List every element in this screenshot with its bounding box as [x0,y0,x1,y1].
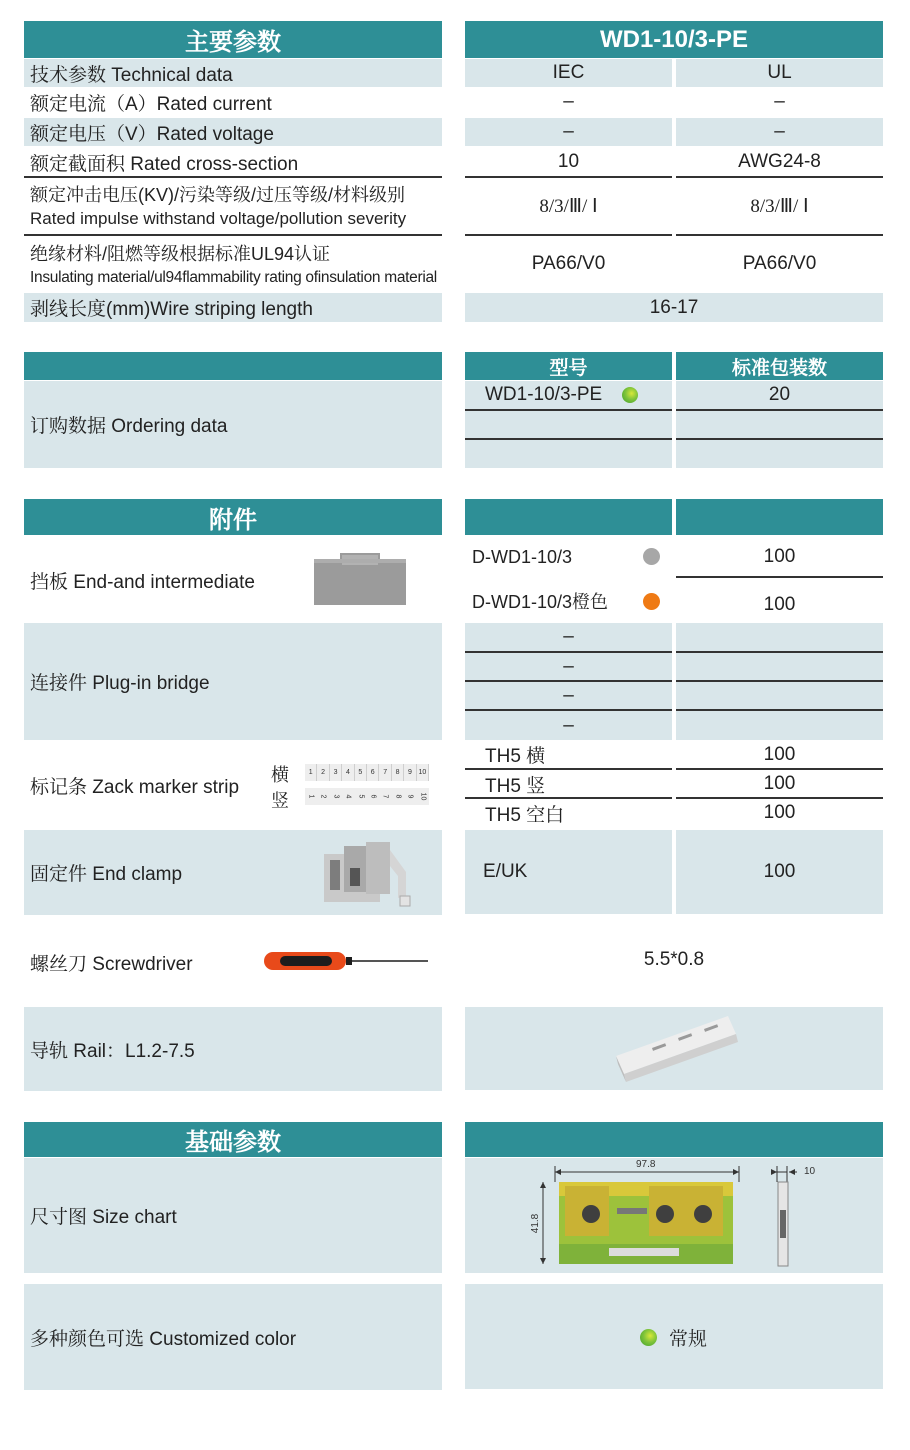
end-plate-row-1-model [465,540,672,574]
bridge-label: 连接件 Plug-in bridge [24,623,442,740]
bridge-row: – [465,653,672,680]
divider [465,176,672,178]
ordering-empty-row [676,440,883,468]
row-impulse-voltage-en: Rated impulse withstand voltage/pollution severity [30,209,407,228]
marker-row-3-pack: 100 [763,801,796,823]
ordering-model: WD1-10/3-PE [485,384,603,405]
yellow-green-color-dot-icon [622,387,638,403]
marker-number: 4 [342,764,354,781]
ordering-col-model: 型号 [465,352,672,380]
accessories-header-pack [676,499,883,535]
end-plate-row-2-pack: 100 [763,594,796,615]
ordering-label: 订购数据 Ordering data [24,381,442,468]
row-insulating-ul: PA66/V0 [742,253,817,274]
marker-number: 9 [404,764,416,781]
row-insulating-cn: 绝缘材料/阻燃等级根据标准UL94认证 [30,244,331,264]
marker-number: 5 [355,764,367,781]
marker-number: 7 [382,794,390,799]
marker-label: 标记条 Zack marker strip [30,776,240,798]
marker-number: 8 [392,764,404,781]
row-rated-voltage-iec: – [465,118,672,146]
marker-number: 1 [307,794,315,799]
marker-strip-horizontal-image [305,764,429,781]
marker-row-2-pack: 100 [763,772,796,794]
bridge-row-pack [676,711,883,740]
end-clamp-label: 固定件 End clamp [24,830,442,915]
divider [676,234,883,236]
marker-number: 3 [330,764,342,781]
row-rated-voltage-ul: – [676,118,883,146]
marker-number: 1 [305,764,317,781]
bridge-row: – [465,711,672,740]
row-strip-length-value: 16-17 [465,293,883,322]
marker-number: 2 [320,794,328,799]
model-header: WD1-10/3-PE [465,21,883,58]
row-insulating-iec: PA66/V0 [531,253,606,274]
row-impulse-voltage-cn: 额定冲击电压(KV)/污染等级/过压等级/材料级别 [30,185,406,205]
accessories-header: 附件 [24,499,442,535]
row-impulse-voltage-iec: 8/3/Ⅲ/ Ⅰ [539,195,598,217]
ordering-col-pack: 标准包装数 [676,352,883,380]
row-rated-voltage-label: 额定电压（V）Rated voltage [24,118,442,146]
marker-number: 9 [406,794,414,799]
divider [465,797,672,799]
bridge-row: – [465,682,672,709]
divider [24,234,442,236]
row-impulse-voltage-ul: 8/3/Ⅲ/ Ⅰ [750,195,809,217]
accessories-header-model [465,499,672,535]
row-rated-current-ul: – [774,91,785,112]
end-plate-row-2-model [465,584,672,618]
marker-number: 6 [369,794,377,799]
marker-number: 4 [344,794,352,799]
size-chart-drawing [525,1160,825,1270]
divider [24,176,442,178]
basic-params-header-right [465,1122,883,1157]
din-rail-image [612,1012,740,1088]
end-clamp-image [322,840,414,908]
size-chart-width-dim: 97.8 [636,1159,656,1170]
orange-color-dot-icon [643,593,660,610]
row-rated-current-label: 额定电流（A）Rated current [30,93,272,115]
marker-v-label: 竖 [271,791,289,811]
divider [465,768,672,770]
ordering-label-header-bar [24,352,442,380]
marker-row-2-model: TH5 竖 [485,776,546,797]
marker-number: 5 [357,794,365,799]
row-cross-section-label: 额定截面积 Rated cross-section [30,153,299,175]
screwdriver-value: 5.5*0.8 [643,949,705,970]
end-plate-model: D-WD1-10/3 [472,546,573,567]
bridge-row: – [465,623,672,651]
marker-row-3-model: TH5 空白 [485,805,565,826]
ordering-empty-row [465,440,672,468]
end-plate-model: D-WD1-10/3橙色 [472,592,609,612]
row-insulating-en: Insulating material/ul94flammability rating ofinsulation material [30,269,437,286]
bridge-row-pack [676,653,883,680]
marker-number: 8 [394,794,402,799]
bridge-row-pack [676,682,883,709]
row-cross-section-ul: AWG24-8 [738,151,821,172]
divider [676,176,883,178]
divider [465,234,672,236]
bridge-row-pack [676,623,883,651]
end-plate-row-1-pack: 100 [763,546,796,567]
ordering-pack: 20 [676,381,883,409]
size-chart-thickness-dim: 10 [804,1166,816,1177]
color-value-row [640,1325,707,1349]
row-insulating-label [30,243,442,291]
grey-color-dot-icon [643,548,660,565]
screwdriver-image [262,946,432,976]
divider [676,576,883,578]
marker-number: 10 [419,792,427,801]
color-label: 多种颜色可选 Customized color [24,1284,442,1390]
row-technical-data-ul: UL [676,59,883,87]
marker-number: 2 [317,764,329,781]
marker-number: 10 [417,764,429,781]
marker-row-1-model: TH5 横 [485,746,546,767]
marker-number: 3 [332,794,340,799]
row-technical-data-label: 技术参数 Technical data [24,59,442,87]
end-plate-label: 挡板 End-and intermediate [30,571,255,593]
row-impulse-voltage-label [30,184,442,232]
marker-number: 6 [367,764,379,781]
main-params-header: 主要参数 [24,21,442,58]
screwdriver-label: 螺丝刀 Screwdriver [30,953,193,975]
ordering-empty-row [465,411,672,438]
ordering-empty-row [676,411,883,438]
size-chart-height-dim: 41.8 [530,1213,542,1234]
color-value: 常规 [669,1328,708,1350]
size-chart-label: 尺寸图 Size chart [24,1158,442,1273]
row-cross-section-iec: 10 [557,151,580,172]
row-rated-current-iec: – [563,91,574,112]
ordering-row [465,381,672,409]
yellow-green-color-dot-icon [640,1329,657,1346]
marker-h-label: 横 [271,765,289,785]
row-technical-data-iec: IEC [465,59,672,87]
end-clamp-pack: 100 [676,830,883,914]
row-strip-length-label: 剥线长度(mm)Wire striping length [24,293,442,322]
end-clamp-model: E/UK [465,830,672,914]
end-plate-image [312,551,408,607]
rail-label: 导轨 Rail：L1.2-7.5 [24,1007,442,1091]
marker-row-1-pack: 100 [763,743,796,765]
marker-strip-vertical-image [305,788,429,805]
marker-number: 7 [379,764,391,781]
basic-params-header: 基础参数 [24,1122,442,1157]
